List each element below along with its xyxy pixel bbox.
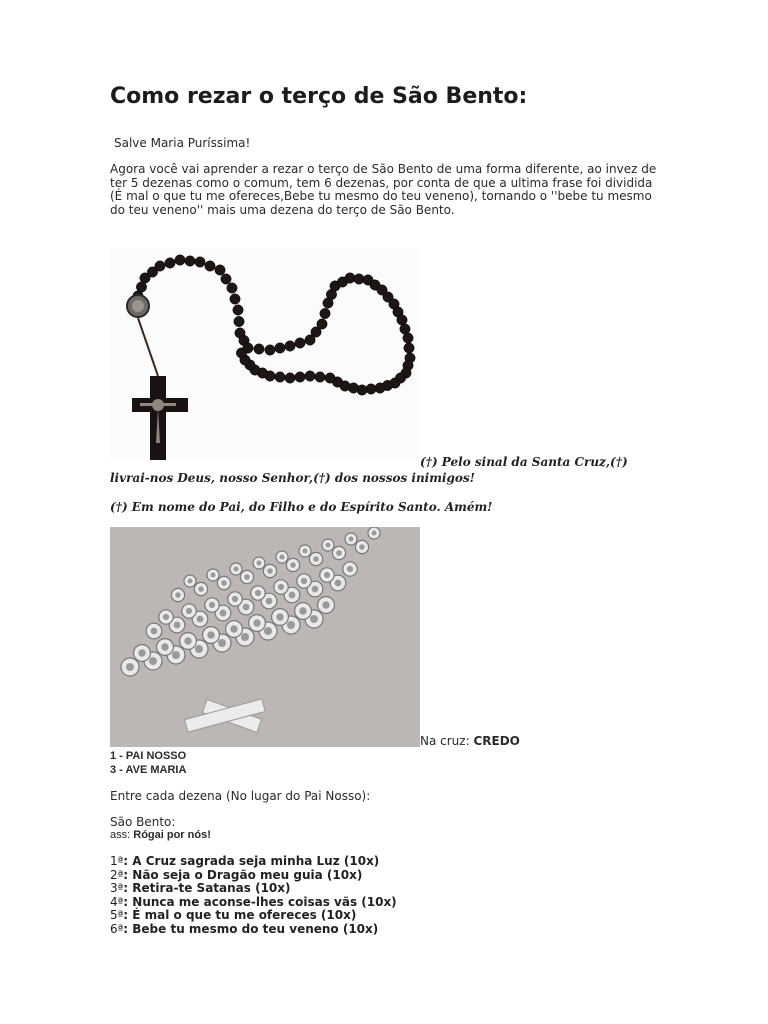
greeting: Salve Maria Puríssima!: [114, 136, 251, 150]
rosary-bead: [234, 316, 244, 326]
medal-center: [264, 627, 272, 635]
prayer-line-1b: livrai-nos Deus, nosso Senhor,(†) dos nossos inimigos!: [110, 471, 475, 485]
medal-center: [257, 561, 262, 566]
medal-center: [267, 568, 273, 574]
rosary-bead: [175, 255, 185, 265]
list-item: [110, 869, 397, 883]
medal-center: [232, 596, 238, 602]
medal-center: [303, 549, 308, 554]
rosary-bead: [354, 274, 364, 284]
medal-center: [313, 556, 319, 562]
medal-center: [149, 657, 157, 665]
item-text: : É mal o que tu me ofereces (10x): [123, 908, 357, 922]
rosary-bead: [275, 372, 285, 382]
medal-center: [209, 602, 215, 608]
rosary-bead: [285, 341, 295, 351]
rosary-bead: [155, 261, 165, 271]
medal-center: [289, 592, 296, 599]
medal-center: [195, 645, 203, 653]
rosary-bead: [215, 265, 225, 275]
medal-center: [280, 555, 285, 560]
medal-center: [244, 574, 250, 580]
item-text: : Não seja o Dragão meu guia (10x): [123, 867, 363, 882]
list-item: [110, 923, 397, 937]
ass-label: ass:: [110, 829, 131, 841]
rosary-bead: [305, 371, 315, 381]
between-decades: Entre cada dezena (No lugar do Pai Nosso):: [110, 789, 371, 803]
medal-center: [151, 628, 158, 635]
rosary-bead: [227, 283, 237, 293]
medal-center: [184, 637, 191, 644]
medal-center: [335, 580, 342, 587]
medal-center: [301, 578, 307, 584]
item-number: 5ª: [110, 908, 124, 922]
medal-center: [255, 590, 261, 596]
rosary-black-image: [110, 248, 420, 460]
medal-center: [197, 616, 204, 623]
medal-center: [336, 550, 342, 556]
rosary-bead: [295, 338, 305, 348]
cruz-value: CREDO: [473, 734, 520, 748]
rosary-bead: [403, 333, 413, 343]
rosary-bead: [265, 345, 275, 355]
item-number: 1ª: [110, 854, 124, 868]
medal-center: [243, 604, 250, 611]
rosary-bead: [165, 258, 175, 268]
medal-center: [218, 639, 226, 647]
item-text: : Nunca me aconse-lhes coisas vãs (10x): [123, 894, 397, 909]
sao-bento-label: São Bento:: [110, 815, 176, 829]
rosary-bead: [275, 343, 285, 353]
rosary-black-illustration: [110, 248, 420, 460]
item-number: 2ª: [110, 867, 124, 882]
decade-list: [110, 855, 397, 936]
medal-center: [287, 621, 295, 629]
medal-center: [172, 651, 180, 659]
rosary-bead: [233, 305, 243, 315]
intro-paragraph: Agora você vai aprender a rezar o terço de São Bento de uma forma diferente, ao invez de ter 5 dezenas como o comum, tem 6 dezenas, por conta de que a ultima frase foi dividida (É mal o que tu me ofereces,Bebe tu mesmo do teu veneno), tornando o ''bebe tu mesmo do teu veneno'' mais uma dezena do terço de São Bento.: [110, 162, 657, 217]
medal-center: [290, 562, 296, 568]
rosary-bead: [236, 348, 246, 358]
medal-center: [161, 643, 168, 650]
prayer-line-2: (†) Em nome do Pai, do Filho e do Espírito Santo. Amém!: [110, 500, 493, 514]
medal-center: [322, 601, 329, 608]
item-number: 3ª: [110, 881, 124, 895]
medal-center: [241, 633, 249, 641]
medal-center: [347, 566, 353, 572]
medal-center: [186, 608, 192, 614]
list-item: [110, 896, 397, 910]
medal-center: [175, 592, 181, 598]
medal-center: [220, 610, 227, 617]
item-text: : Retira-te Satanas (10x): [123, 881, 291, 895]
step-pai-nosso: 1 - PAI NOSSO: [110, 750, 187, 762]
medal-center: [230, 625, 237, 632]
medal-center: [299, 607, 306, 614]
rosary-silver-image: [110, 527, 420, 747]
item-number: 6ª: [110, 921, 124, 936]
medal-center: [221, 580, 227, 586]
rosary-bead: [185, 256, 195, 266]
rosary-bead: [404, 343, 414, 353]
medal-center: [126, 663, 134, 671]
medal-center: [138, 649, 145, 656]
medal-center: [198, 586, 204, 592]
rosary-bead: [375, 383, 385, 393]
medal-center: [253, 619, 260, 626]
medal-center: [359, 544, 365, 550]
medal-center: [276, 613, 283, 620]
rosary-bead: [320, 308, 330, 318]
medal-center: [234, 567, 239, 572]
medal-center: [266, 598, 273, 605]
rosary-silver-illustration: [110, 527, 420, 747]
ass-line: [110, 829, 211, 843]
medal-center: [163, 614, 169, 620]
rosary-bead: [205, 261, 215, 271]
list-item: [110, 909, 397, 923]
rosary-bead: [366, 384, 376, 394]
cruz-line: [420, 735, 520, 749]
rosary-bead: [317, 319, 327, 329]
rosary-bead: [315, 372, 325, 382]
item-text: : A Cruz sagrada seja minha Luz (10x): [123, 854, 380, 868]
medal-center: [174, 622, 181, 629]
list-item: [110, 855, 397, 869]
medal-center: [310, 615, 318, 623]
medal-center: [312, 586, 319, 593]
rosary-bead: [325, 373, 335, 383]
item-text: : Bebe tu mesmo do teu veneno (10x): [123, 921, 379, 936]
rosary-bead: [285, 373, 295, 383]
list-item: [110, 882, 397, 896]
rosary-bead: [345, 273, 355, 283]
medal-center: [326, 543, 331, 548]
rosary-bead: [221, 274, 231, 284]
prayer-line-1a: (†) Pelo sinal da Santa Cruz,(†): [420, 455, 628, 469]
page-title: Como rezar o terço de São Bento:: [110, 84, 528, 109]
rosary-bead: [295, 372, 305, 382]
step-ave-maria: 3 - AVE MARIA: [110, 764, 187, 776]
ass-value: Rógai por nós!: [133, 829, 211, 841]
medal-center: [324, 572, 330, 578]
rosary-bead: [195, 257, 205, 267]
medal-center: [372, 531, 377, 536]
medal-center: [188, 579, 193, 584]
medal-center: [349, 537, 354, 542]
cruz-label: Na cruz:: [420, 734, 470, 748]
medal-center: [207, 631, 214, 638]
medal-center: [211, 573, 216, 578]
rosary-bead: [230, 294, 240, 304]
rosary-bead: [254, 344, 264, 354]
item-number: 4ª: [110, 894, 124, 909]
medal-center: [278, 584, 284, 590]
